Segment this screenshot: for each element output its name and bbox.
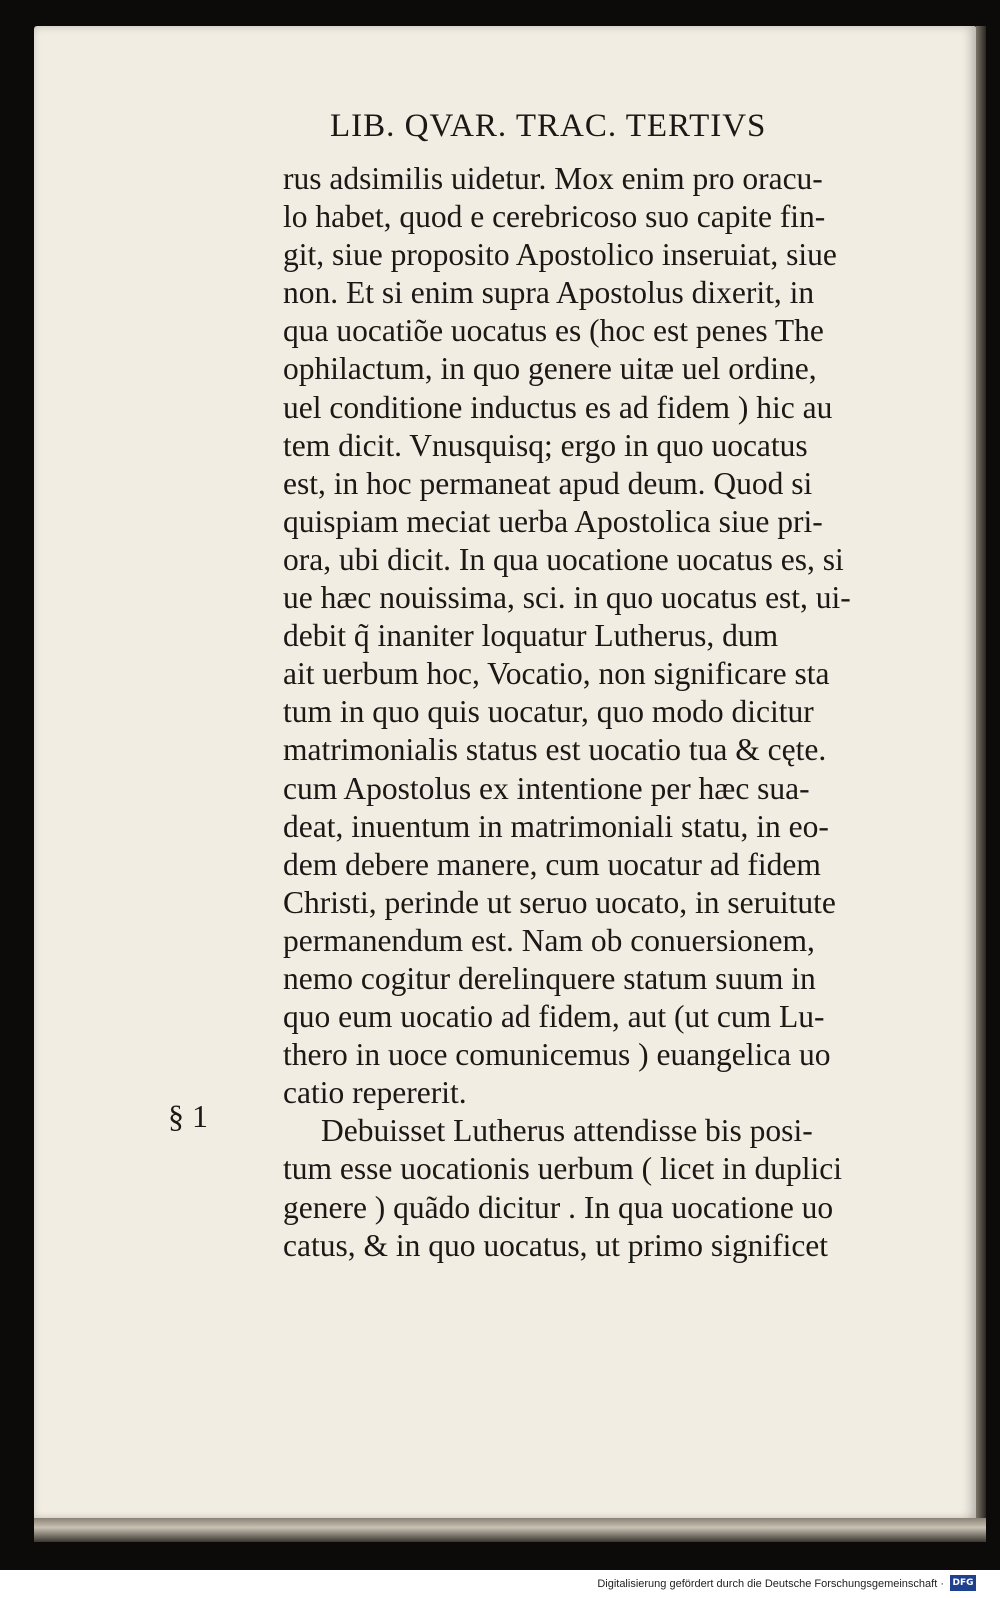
text-line: ue hæc nouissima, sci. in quo uocatus est, ui-	[283, 580, 851, 616]
text-line-paragraph-start: Debuisset Lutherus attendisse bis posi-	[321, 1113, 813, 1149]
text-line: tum in quo quis uocatur, quo modo dicitur	[283, 694, 814, 730]
marginal-section-mark: § 1	[168, 1098, 208, 1134]
running-head: LIB. QVAR. TRAC. TERTIVS	[330, 108, 767, 144]
dfg-logo: DFG	[950, 1575, 976, 1591]
text-line: non. Et si enim supra Apostolus dixerit, in	[283, 275, 815, 311]
text-line: quo eum uocatio ad fidem, aut (ut cum Lu-	[283, 999, 825, 1035]
text-line: ait uerbum hoc, Vocatio, non significare sta	[283, 656, 830, 692]
text-line: ophilactum, in quo genere uitæ uel ordine,	[283, 351, 817, 387]
text-line: lo habet, quod e cerebricoso suo capite fin-	[283, 199, 826, 235]
text-line: uel conditione inductus es ad fidem ) hic au	[283, 389, 833, 425]
text-line: quispiam meciat uerba Apostolica siue pri-	[283, 503, 823, 539]
text-line: catus, & in quo uocatus, ut primo significet	[283, 1227, 829, 1263]
text-line: ora, ubi dicit. In qua uocatione uocatus es, si	[283, 541, 844, 577]
page-edge-right	[976, 26, 986, 1522]
text-line: tem dicit. Vnusquisq; ergo in quo uocatus	[283, 427, 808, 463]
text-line: matrimonialis status est uocatio tua & cęte.	[283, 732, 827, 768]
text-line: debit q̃ inaniter loquatur Lutherus, dum	[283, 618, 779, 654]
text-line: git, siue proposito Apostolico inseruiat, siue	[283, 237, 837, 273]
funding-credit: Digitalisierung gefördert durch die Deutsche Forschungsgemeinschaft ·	[597, 1578, 944, 1590]
text-line: permanendum est. Nam ob conuersionem,	[283, 922, 815, 958]
text-line: nemo cogitur derelinquere statum suum in	[283, 960, 816, 996]
text-line: thero in uoce comunicemus ) euangelica uo	[283, 1037, 831, 1073]
text-line: dem debere manere, cum uocatur ad fidem	[283, 846, 821, 882]
text-line: tum esse uocationis uerbum ( licet in duplici	[283, 1151, 843, 1187]
text-line: rus adsimilis uidetur. Mox enim pro oracu-	[283, 161, 823, 196]
text-line: catio repererit.	[283, 1075, 467, 1111]
text-line: est, in hoc permaneat apud deum. Quod si	[283, 465, 813, 501]
text-line: Christi, perinde ut seruo uocato, in seruitute	[283, 884, 836, 920]
text-line: qua uocatiõe uocatus es (hoc est penes The	[283, 313, 824, 349]
body-text	[283, 160, 913, 1265]
text-line: genere ) quãdo dicitur . In qua uocatione uo	[283, 1189, 834, 1225]
page-edge-bottom	[34, 1518, 986, 1542]
text-line: cum Apostolus ex intentione per hæc sua-	[283, 770, 810, 806]
text-line: deat, inuentum in matrimoniali statu, in eo-	[283, 808, 829, 844]
